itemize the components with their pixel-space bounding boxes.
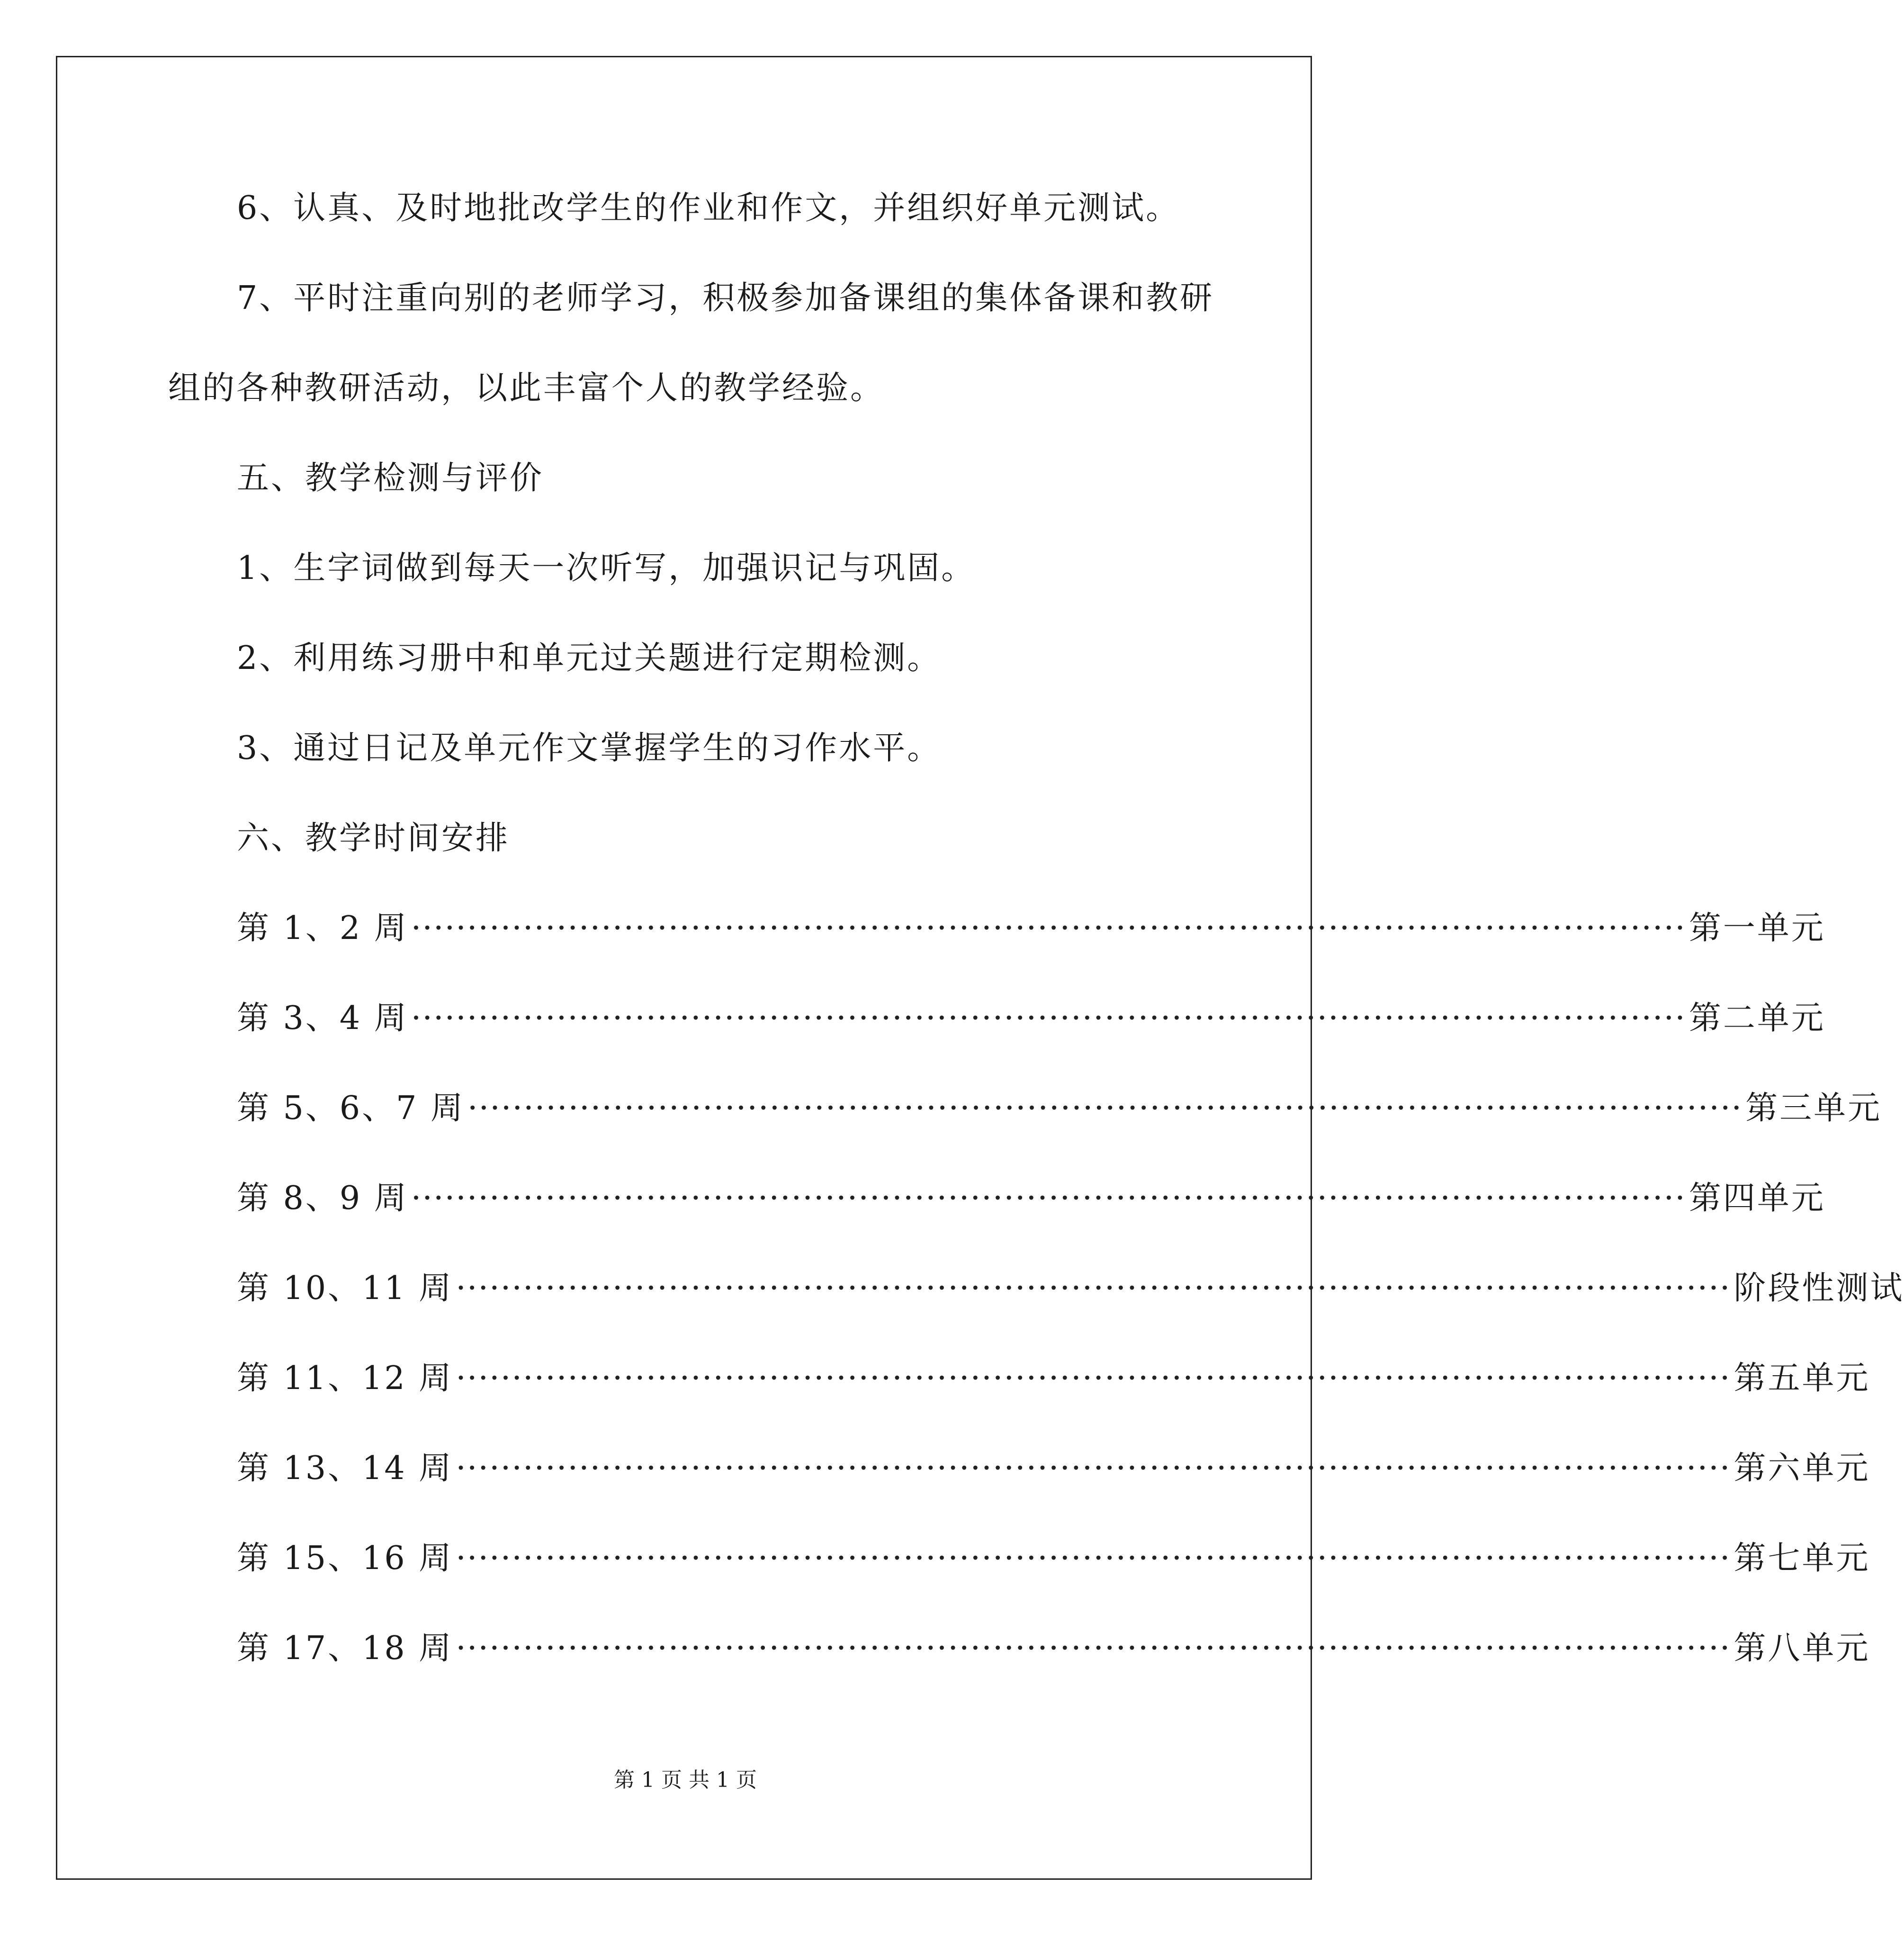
leader-dots: ·················································································································· bbox=[456, 1270, 1731, 1307]
schedule-unit: 第一单元 bbox=[1688, 910, 1825, 947]
leader-dots: ·················································································································· bbox=[467, 1090, 1743, 1127]
schedule-row bbox=[237, 1360, 1870, 1398]
page-border bbox=[56, 56, 1312, 1880]
section-heading-5: 五、教学检测与评价 bbox=[237, 460, 544, 497]
schedule-row bbox=[237, 1630, 1870, 1668]
schedule-row bbox=[237, 1090, 1882, 1127]
list-item-2: 2、利用练习册中和单元过关题进行定期检测。 bbox=[237, 640, 942, 677]
leader-dots: ·················································································································· bbox=[411, 910, 1686, 947]
schedule-unit: 第四单元 bbox=[1688, 1180, 1825, 1217]
schedule-weeks: 第 13、14 周 bbox=[237, 1450, 453, 1487]
schedule-unit: 第八单元 bbox=[1733, 1630, 1870, 1667]
schedule-weeks: 第 11、12 周 bbox=[237, 1360, 453, 1397]
leader-dots: ·················································································································· bbox=[411, 1180, 1686, 1217]
paragraph-6: 6、认真、及时地批改学生的作业和作文，并组织好单元测试。 bbox=[237, 189, 1180, 227]
schedule-weeks: 第 5、6、7 周 bbox=[237, 1090, 465, 1127]
leader-dots: ·················································································································· bbox=[456, 1630, 1731, 1667]
schedule-weeks: 第 17、18 周 bbox=[237, 1630, 453, 1667]
leader-dots: ·················································································································· bbox=[411, 1000, 1686, 1037]
schedule-weeks: 第 3、4 周 bbox=[237, 1000, 408, 1037]
paragraph-7-line-1: 7、平时注重向别的老师学习，积极参加备课组的集体备课和教研 bbox=[237, 280, 1214, 317]
schedule-row bbox=[237, 1270, 1904, 1308]
leader-dots: ·················································································································· bbox=[456, 1540, 1731, 1577]
paragraph-7-line-2: 组的各种教研活动，以此丰富个人的教学经验。 bbox=[168, 370, 885, 407]
schedule-row bbox=[237, 1450, 1870, 1488]
schedule-row bbox=[237, 1540, 1870, 1578]
schedule-row bbox=[237, 1180, 1825, 1218]
schedule-unit: 阶段性测试 bbox=[1733, 1270, 1904, 1307]
schedule-weeks: 第 10、11 周 bbox=[237, 1270, 453, 1307]
page-footer: 第 1 页 共 1 页 bbox=[614, 1768, 757, 1792]
schedule-weeks: 第 8、9 周 bbox=[237, 1180, 408, 1217]
leader-dots: ·················································································································· bbox=[456, 1450, 1731, 1487]
schedule-unit: 第六单元 bbox=[1733, 1450, 1870, 1487]
schedule-unit: 第七单元 bbox=[1733, 1540, 1870, 1577]
leader-dots: ·················································································································· bbox=[456, 1360, 1731, 1397]
schedule-unit: 第五单元 bbox=[1733, 1360, 1870, 1397]
schedule-unit: 第二单元 bbox=[1688, 1000, 1825, 1037]
schedule-row bbox=[237, 910, 1825, 947]
schedule-unit: 第三单元 bbox=[1745, 1090, 1882, 1127]
list-item-3: 3、通过日记及单元作文掌握学生的习作水平。 bbox=[237, 730, 942, 767]
schedule-row bbox=[237, 1000, 1825, 1037]
schedule-weeks: 第 15、16 周 bbox=[237, 1540, 453, 1577]
schedule-weeks: 第 1、2 周 bbox=[237, 910, 408, 947]
list-item-1: 1、生字词做到每天一次听写，加强识记与巩固。 bbox=[237, 550, 976, 587]
section-heading-6: 六、教学时间安排 bbox=[237, 820, 510, 857]
